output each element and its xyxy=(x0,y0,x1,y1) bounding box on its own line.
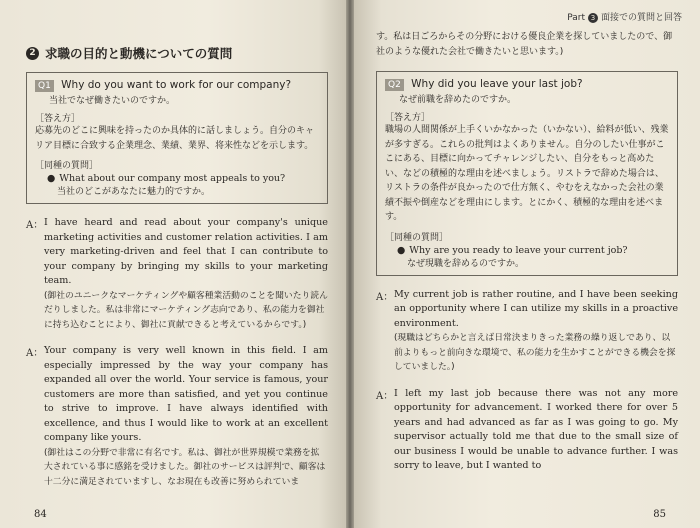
continued-answer-text: す。私は日ごろからその分野における優良企業を探していましたので、御社のような優れた会社で働きたいと思います。) xyxy=(376,32,673,57)
question-english: Why did you leave your last job? xyxy=(411,78,583,90)
answer-guide-label: ［答え方］ xyxy=(385,113,431,123)
answer-marker: A： xyxy=(26,220,44,231)
related-question-japanese: 当社のどこがあなたに魅力的ですか。 xyxy=(57,187,211,197)
section-title-text: 求職の目的と動機についての質問 xyxy=(45,46,233,61)
page-number: 85 xyxy=(653,509,666,520)
related-question-japanese: なぜ現職を辞めるのですか。 xyxy=(407,258,525,269)
answer-marker: A： xyxy=(26,348,44,359)
answer-english: I have heard and read about your company's unique marketing activities and customer relation activities. I am very marketing-driven and feel that I can contribute to your company by bringing my skills to your marketing team. xyxy=(44,217,328,286)
question-japanese: 当社でなぜ働きたいのですか。 xyxy=(49,96,176,106)
answer-marker: A： xyxy=(376,390,394,402)
question-box-q2 xyxy=(376,71,678,276)
related-question-label: ［同種の質問］ xyxy=(385,232,449,243)
answer-marker: A： xyxy=(376,291,394,303)
answer-guide-text: 職場の人間関係が上手くいかなかった（いかない）、給料が低い、残業が多すぎる。これらの批判はよくありません。自分のしたい仕事がここにある、目標に向かってチャレンジしたい、自分をもっと高めたい、などの積極的な理由を述べましょう。リストラで辞めた場合は、リストラの条件が良かったので仕方無く、やむをえなかった会社の業績不振や倒産などを理由にします。とにかく、積極的な理由を述べます。 xyxy=(385,125,669,222)
book-gutter xyxy=(346,0,354,528)
related-question-english: ● Why are you ready to leave your current job? xyxy=(397,244,628,256)
answer-block-4 xyxy=(376,387,678,474)
section-number-badge: 2 xyxy=(26,47,39,60)
question-heading xyxy=(35,79,319,92)
related-question-english: ● What about our company most appeals to you? xyxy=(47,173,286,184)
answer-japanese: (御社はこの分野で非常に有名です。私は、御社が世界規模で業務を拡大されている事に感銘を受けました。御社のサービスは評判で、顧客は十二分に満足されていますし、なお現在も改善に努められていま xyxy=(44,447,326,487)
section-title xyxy=(26,44,328,62)
answer-block-1 xyxy=(26,216,328,332)
question-japanese: なぜ前職を辞めたのですか。 xyxy=(399,95,517,105)
running-head: Part 3 面接での質問と回答 xyxy=(567,13,682,23)
answer-english: My current job is rather routine, and I have been seeking an opportunity where I can utilize my skills in a proactive environment. xyxy=(394,288,678,329)
part-number-badge: 3 xyxy=(588,13,598,23)
question-tag: Q2 xyxy=(385,79,404,91)
answer-guide-label: ［答え方］ xyxy=(35,114,81,124)
answer-block-2 xyxy=(26,344,328,489)
question-box-q1 xyxy=(26,72,328,204)
answer-english: Your company is very well known in this field. I am especially impressed by the way your company has expanded all over the world. Your service is famous, your customers are more than satisfied, and yet you continue to strive to improve. I have always identified with excellence, and thus I would like to work at an excellent company like yours. xyxy=(44,345,328,443)
right-page xyxy=(354,0,700,528)
answer-guide-text: 応募先のどこに興味を持ったのか具体的に話しましょう。自分のキャリア目標に合致する企業理念、業績、業界、将来性などを示します。 xyxy=(35,126,315,151)
question-tag: Q1 xyxy=(35,80,54,92)
related-question-label: ［同種の質問］ xyxy=(35,161,99,171)
left-page xyxy=(0,0,346,528)
answer-japanese: (現職はどちらかと言えば日常決まりきった業務の繰り返しであり、以前よりもっと前向きな環境で、私の能力を生かすことができる機会を探していました。) xyxy=(394,333,676,372)
question-heading xyxy=(385,78,669,91)
answer-block-3 xyxy=(376,288,678,375)
page-number: 84 xyxy=(34,509,47,520)
answer-japanese: (御社のユニークなマーケティングや顧客種業活動のことを聞いたり読んだりしました。私は非常にマーケティング志向であり、私の能力を御社に持ち込むことにより、御社に貢献できると考えているからです。) xyxy=(44,290,328,330)
bullet-icon: ● xyxy=(397,244,406,256)
question-english: Why do you want to work for our company? xyxy=(61,79,292,91)
bullet-icon: ● xyxy=(47,173,56,184)
answer-english: I left my last job because there was not any more opportunity for advancement. I worked there for over 5 years and had advanced as far as I was going to go. My supervisor actually told me that due to the small size of our business I would be unable to advance further. I was sorry to leave, but I wanted to xyxy=(394,387,678,471)
